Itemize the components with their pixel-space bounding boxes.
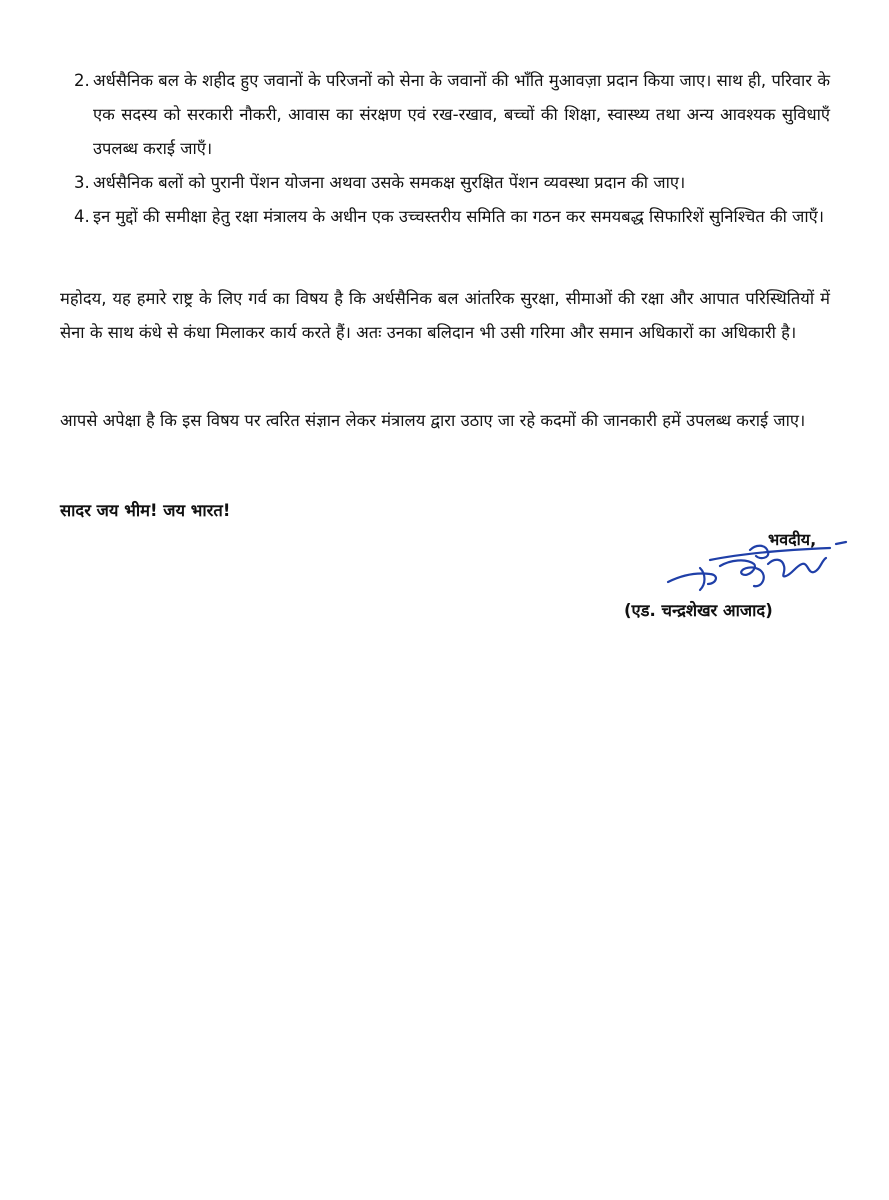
demand-item [60, 200, 830, 234]
demand-text: अर्धसैनिक बल के शहीद हुए जवानों के परिजनों को सेना के जवानों की भाँति मुआवज़ा प्रदान किया जाए। साथ ही, परिवार के एक सदस्य को सरकारी नौकरी, आवास का संरक्षण एवं रख-रखाव, बच्चों की शिक्षा, स्वास्थ्य तथा अन्य आवश्यक सुविधाएँ उपलब्ध कराई जाएँ। [93, 71, 830, 158]
demand-item [60, 64, 830, 166]
demand-number: 2. [74, 71, 90, 90]
demand-number: 3. [74, 173, 90, 192]
demand-text: अर्धसैनिक बलों को पुरानी पेंशन योजना अथवा उसके समकक्ष सुरक्षित पेंशन व्यवस्था प्रदान की जाए। [93, 173, 686, 192]
signatory-name: (एड. चन्द्रशेखर आजाद) [624, 601, 773, 620]
demand-number: 4. [74, 207, 90, 226]
demand-item [60, 166, 830, 200]
demand-text: इन मुद्दों की समीक्षा हेतु रक्षा मंत्रालय के अधीन एक उच्चस्तरीय समिति का गठन कर समयबद्ध सिफारिशें सुनिश्चित की जाएँ। [93, 207, 825, 226]
handwritten-signature [650, 530, 850, 602]
closing-salutation: सादर जय भीम! जय भारत! [60, 501, 231, 520]
demands-list [60, 64, 830, 234]
request-paragraph: आपसे अपेक्षा है कि इस विषय पर त्वरित संज्ञान लेकर मंत्रालय द्वारा उठाए जा रहे कदमों की जानकारी हमें उपलब्ध कराई जाए। [60, 411, 806, 430]
valediction: भवदीय, [768, 530, 817, 549]
pride-paragraph: महोदय, यह हमारे राष्ट्र के लिए गर्व का विषय है कि अर्धसैनिक बल आंतरिक सुरक्षा, सीमाओं की रक्षा और आपात परिस्थितियों में सेना के साथ कंधे से कंधा मिलाकर कार्य करते हैं। अतः उनका बलिदान भी उसी गरिमा और समान अधिकारों का अधिकारी है। [60, 289, 830, 342]
